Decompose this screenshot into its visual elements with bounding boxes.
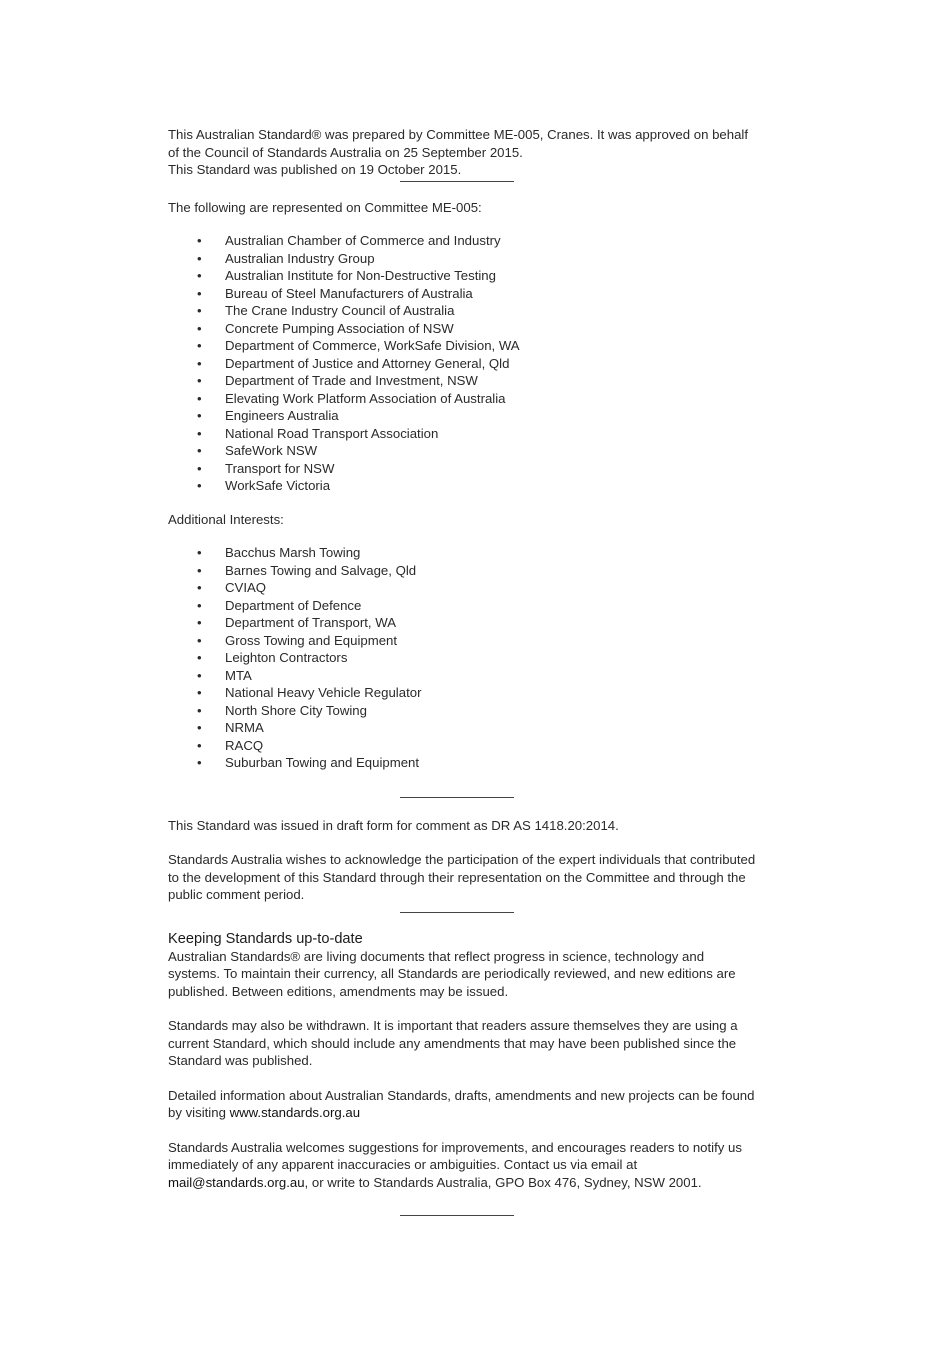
committee-member-item: • Department of Trade and Investment, NSW — [168, 372, 758, 390]
uptodate-paragraph-1: Australian Standards® are living documents that reflect progress in science, technology and systems. To maintain their currency, all Standards are periodically reviewed, and new editions are published. Between editions, amendments may be issued. — [168, 948, 736, 999]
committee-member-item: • Australian Institute for Non-Destructive Testing — [168, 267, 758, 285]
email-link[interactable]: mail@standards.org.au — [168, 1174, 305, 1190]
committee-member-item: • SafeWork NSW — [168, 442, 758, 460]
uptodate-paragraph-3 — [168, 1087, 758, 1122]
additional-interest-item: • CVIAQ — [168, 579, 758, 597]
paragraph-tail: , or write to Standards Australia, GPO Box 476, Sydney, NSW 2001. — [304, 1174, 702, 1190]
committee-member-item: • Department of Commerce, WorkSafe Division, WA — [168, 337, 758, 355]
draft-statement: This Standard was issued in draft form for comment as DR AS 1418.20:2014. — [168, 817, 619, 833]
committee-heading: The following are represented on Committee ME-005: — [168, 199, 482, 215]
committee-member-item: • Elevating Work Platform Association of Australia — [168, 390, 758, 408]
additional-interest-item: • Suburban Towing and Equipment — [168, 754, 758, 772]
additional-interest-item: • Bacchus Marsh Towing — [168, 544, 758, 562]
additional-interest-item: • North Shore City Towing — [168, 702, 758, 720]
committee-member-item: • Bureau of Steel Manufacturers of Australia — [168, 285, 758, 303]
additional-interests-list — [168, 544, 758, 772]
approval-statement: This Australian Standard® was prepared by Committee ME-005, Cranes. It was approved on behalf of the Council of Standards Australia on 25 September 2015. — [168, 127, 749, 160]
additional-interests-heading: Additional Interests: — [168, 511, 284, 527]
website-link[interactable]: www.standards.org.au — [229, 1105, 361, 1120]
additional-interest-item: • Barnes Towing and Salvage, Qld — [168, 562, 758, 580]
additional-interest-item: • NRMA — [168, 719, 758, 737]
additional-interest-item: • Gross Towing and Equipment — [168, 632, 758, 650]
additional-interest-item: • MTA — [168, 667, 758, 685]
divider — [400, 912, 514, 913]
committee-member-item: • Department of Justice and Attorney General, Qld — [168, 355, 758, 373]
uptodate-paragraph-4 — [168, 1139, 758, 1192]
publication-statement: This Standard was published on 19 October 2015. — [168, 162, 462, 177]
paragraph-text: Standards Australia welcomes suggestions for improvements, and encourages readers to notify us immediately of any apparent inaccuracies or ambiguities. Contact us via email at — [168, 1139, 742, 1172]
committee-member-item: • The Crane Industry Council of Australia — [168, 302, 758, 320]
committee-member-item: • Concrete Pumping Association of NSW — [168, 320, 758, 338]
additional-interest-item: • National Heavy Vehicle Regulator — [168, 684, 758, 702]
paragraph-text: Detailed information about Australian Standards, drafts, amendments and new projects can be found by visiting — [168, 1087, 755, 1120]
additional-interest-item: • Leighton Contractors — [168, 649, 758, 667]
additional-interest-item: • Department of Transport, WA — [168, 614, 758, 632]
divider — [400, 1215, 514, 1216]
committee-member-item: • Australian Industry Group — [168, 250, 758, 268]
committee-member-item: • Transport for NSW — [168, 460, 758, 478]
uptodate-paragraph-2: Standards may also be withdrawn. It is important that readers assure themselves they are using a current Standard, which should include any amendments that may have been published since the Standard was published. — [168, 1018, 738, 1068]
divider — [400, 181, 514, 182]
document-page — [168, 126, 758, 1216]
additional-interest-item: • Department of Defence — [168, 597, 758, 615]
committee-list — [168, 232, 758, 495]
committee-member-item: • WorkSafe Victoria — [168, 477, 758, 495]
committee-member-item: • National Road Transport Association — [168, 425, 758, 443]
additional-interest-item: • RACQ — [168, 737, 758, 755]
committee-member-item: • Australian Chamber of Commerce and Industry — [168, 232, 758, 250]
committee-member-item: • Engineers Australia — [168, 407, 758, 425]
divider — [400, 797, 514, 798]
acknowledgement: Standards Australia wishes to acknowledge the participation of the expert individuals that contributed to the development of this Standard through their representation on the Committee and through the public comment period. — [168, 852, 756, 902]
section-heading: Keeping Standards up-to-date — [168, 930, 363, 947]
